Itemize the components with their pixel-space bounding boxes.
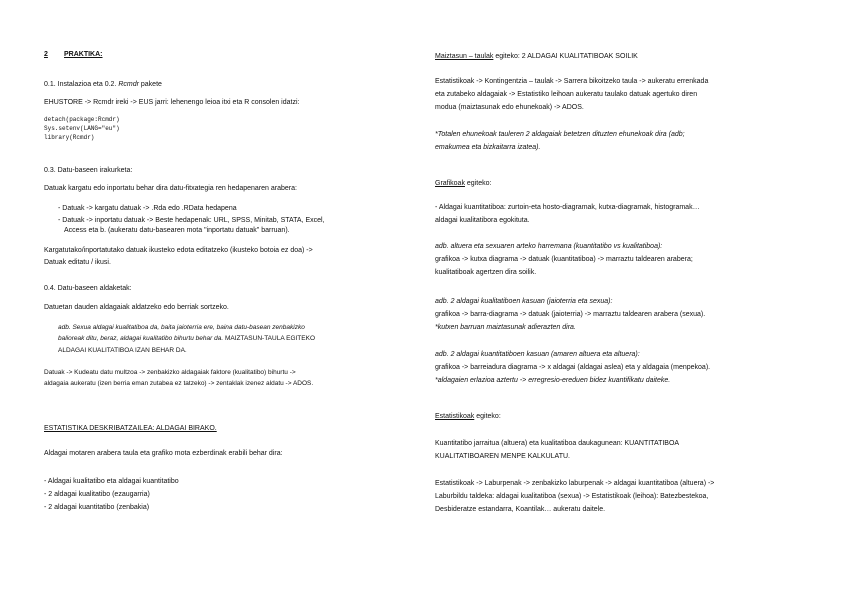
body-line: grafikoa -> barra-diagrama -> datuak (jaioterria) -> marraztu taldearen arabera (sexua). <box>435 311 706 318</box>
heading-installation-suffix: pakete <box>138 81 162 88</box>
heading-installation <box>44 80 162 89</box>
code-line: detach(package:Rcmdr) <box>44 116 120 123</box>
body-line: grafikoa -> kutxa diagrama -> datuak (kuantitatiboa) -> marraztu taldearen arabera; <box>435 256 693 263</box>
body-line: modua (maiztasunak edo ehunekoak) -> ADOS. <box>435 104 584 111</box>
menu-path-line: Datuak -> Kudeatu datu multzoa -> zenbakizko aldagaiak faktore (kualitatibo) bihurtu -> <box>44 369 296 376</box>
section-number: 2 <box>44 51 48 58</box>
statistics-heading-rest: egiteko: <box>474 413 501 420</box>
note-line: *Totalen ehunekoak tauleren 2 aldagaiak betetzen dituzten ehunekoak dira (adb; <box>435 131 685 138</box>
stats-intro: Aldagai motaren arabera taula eta grafiko mota ezberdinak erabili behar dira: <box>44 450 283 457</box>
body-line: - Aldagai kuantitatiboa: zurtoin-eta hosto-diagramak, kutxa-diagramak, histogramak… <box>435 204 700 211</box>
code-line: Sys.setenv(LANG="eu") <box>44 125 120 132</box>
body-line: Kuantitatibo jarraitua (altuera) eta kualitatiboa daukagunean: KUANTITATIBOA <box>435 440 680 447</box>
body-line: Desbideratze estandarra, Koantilak… aukeratu daitele. <box>435 506 606 513</box>
frequency-table-heading-rest: egiteko: 2 ALDAGAI KUALITATIBOAK SOILIK <box>493 53 638 60</box>
list-item: - Datuak -> inportatu datuak -> Beste hedapenak: URL, SPSS, Minitab, STATA, Excel, <box>58 217 325 224</box>
statistics-heading-underlined: Estatistikoak <box>435 413 475 420</box>
heading-installation-prefix: 0.1. Instalazioa eta 0.2. <box>44 81 119 88</box>
installation-instructions: EHUSTORE -> Rcmdr ireki -> EUS jarri: lehenengo leioa itxi eta R consolen idatzi: <box>44 99 300 106</box>
charts-heading-rest: egiteko: <box>464 180 492 187</box>
body-line: Estatistikoak -> Laburpenak -> zenbakizko laburpenak -> aldagai kuantitatiboa (altuera) -> <box>435 480 715 487</box>
data-changes-intro: Datuetan dauden aldagaiak aldatzeko edo berriak sortzeko. <box>44 304 229 311</box>
example-heading: adb. altuera eta sexuaren arteko harremana (kuantitatibo vs kualitatiboa): <box>435 243 663 250</box>
statistics-heading <box>435 412 501 421</box>
list-item: - 2 aldagai kuantitatibo (zenbakia) <box>44 504 150 511</box>
example-note-line: adb. Sexua aldagai kualitatiboa da, baita jaioterria ere, baina datu-basean zenbakizko <box>58 324 305 331</box>
code-line: library(Rcmdr) <box>44 134 95 141</box>
list-item-continuation: Access eta b. (aukeratu datu-basearen mota "inportatu datuak" barruan). <box>64 227 290 234</box>
list-item: - Aldagai kualitatibo eta aldagai kuantitatibo <box>44 478 179 485</box>
example-note-caps-line: ALDAGAI KUALITATIBOA IZAN BEHAR DA. <box>58 347 187 354</box>
body-line: kualitatiboak agertzen dira soilik. <box>435 269 537 276</box>
heading-installation-italic: Rcmdr <box>118 81 139 88</box>
note-line: emakumea eta bizkaitarra izatea). <box>435 144 541 151</box>
example-note-italic: balioreak ditu, beraz, aldagai kualitatibo bihurtu behar da. <box>58 335 224 342</box>
body-line: KUALITATIBOAREN MENPE KALKULATU. <box>435 453 570 460</box>
example-note-caps: MAIZTASUN-TAULA EGITEKO <box>224 335 316 342</box>
stats-title: ESTATISTIKA DESKRIBATZAILEA: ALDAGAI BIRAKO. <box>44 425 217 432</box>
frequency-table-heading-underlined: Maiztasun – taulak <box>435 53 494 60</box>
body-line: aldagai kualitatibora egokituta. <box>435 217 530 224</box>
example-heading: adb. 2 aldagai kuantitatiboen kasuan (amaren altuera eta altuera): <box>435 351 640 358</box>
body-line: grafikoa -> barreiadura diagrama -> x aldagai (aldagai aslea) eta y aldagaia (menpekoa). <box>435 364 711 371</box>
section-title: PRAKTIKA: <box>64 51 103 58</box>
list-item: - Datuak -> kargatu datuak -> .Rda edo .RData hedapena <box>58 205 237 212</box>
data-reading-note-line: Kargatutako/inportatutako datuak ikusteko edota editatzeko (ikusteko botoia ez doa) -> <box>44 247 313 254</box>
data-reading-intro: Datuak kargatu edo inportatu behar dira datu-fitxategia ren hedapenaren arabera: <box>44 185 297 192</box>
note-line: *aldagaien erlazioa aztertu -> erregresio-ereduen bidez kuantifikatu daiteke. <box>435 377 671 384</box>
charts-heading <box>435 179 491 188</box>
body-line: Laburbildu taldeka: aldagai kualitatiboa (sexua) -> Estatistikoak (leihoa): Batezbestekoa, <box>435 493 709 500</box>
list-item: - 2 aldagai kualitatibo (ezaugarria) <box>44 491 150 498</box>
menu-path-line: aldagaia aukeratu (izen berria eman zutabea ez tatzeko) -> zentaklak izenez aldatu -> ADOS. <box>44 380 314 387</box>
body-line: eta zutabeko aldagaiak -> Estatistiko leihoan aukeratu taulako datuak agertuko diren <box>435 91 698 98</box>
heading-data-reading: 0.3. Datu-baseen irakurketa: <box>44 167 133 174</box>
example-note-line <box>58 335 315 344</box>
frequency-table-heading <box>435 52 638 61</box>
body-line: Estatistikoak -> Kontingentzia – taulak -> Sarrera bikoitzeko taula -> aukeratu errenkada <box>435 78 709 85</box>
section-heading <box>44 50 103 59</box>
data-reading-note-line: Datuak editatu / ikusi. <box>44 259 111 266</box>
note-line: *kutxen barruan maiztasunak adierazten dira. <box>435 324 576 331</box>
charts-heading-underlined: Grafikoak <box>435 180 465 187</box>
example-heading: adb. 2 aldagai kualitatiboen kasuan (jaioterria eta sexua): <box>435 298 613 305</box>
heading-data-changes: 0.4. Datu-baseen aldaketak: <box>44 285 132 292</box>
